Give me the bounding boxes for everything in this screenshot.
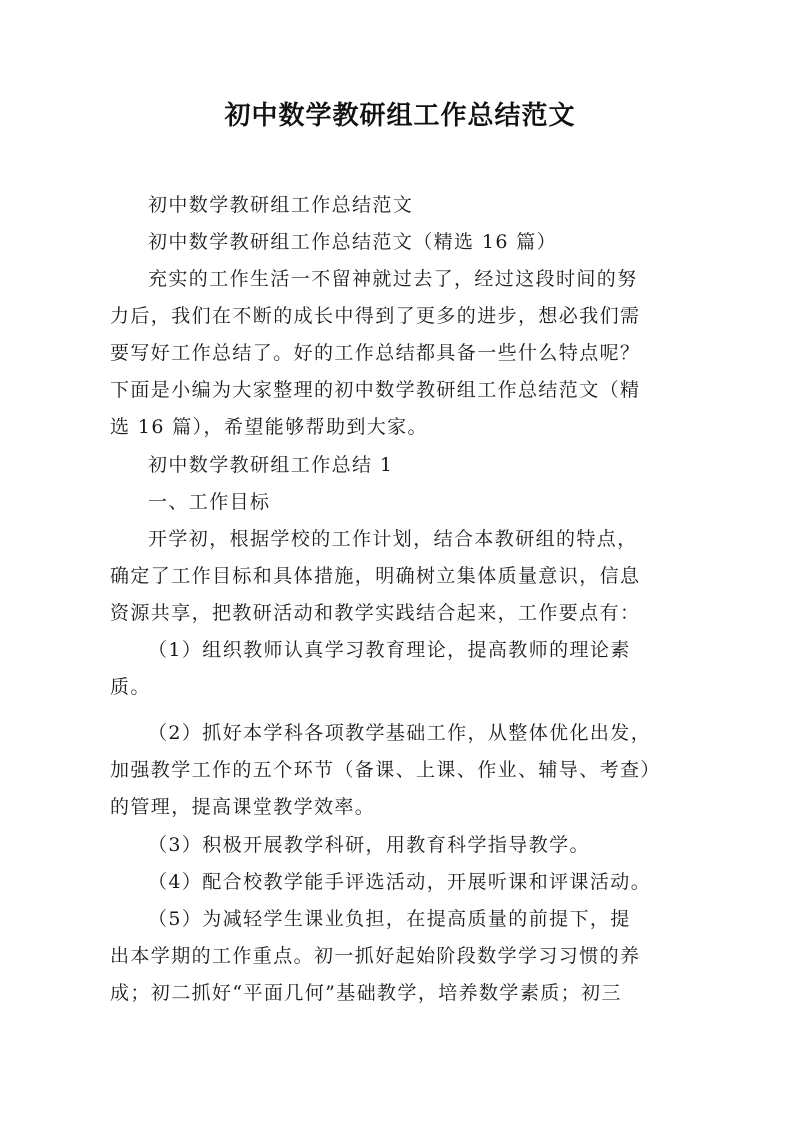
text-line: 要写好工作总结了。好的工作总结都具备一些什么特点呢？ <box>110 342 641 364</box>
list-item: （2）抓好本学科各项教学基础工作，从整体优化出发， <box>148 722 652 744</box>
list-item: （1）组织教师认真学习教育理论，提高教师的理论素 <box>148 639 631 661</box>
text-line: 出本学期的工作重点。初一抓好起始阶段数学学习习惯的养 <box>110 945 641 967</box>
list-item: （5）为减轻学生课业负担，在提高质量的前提下，提 <box>148 908 631 930</box>
list-item: （4）配合校教学能手评选活动，开展听课和评课活动。 <box>148 871 652 893</box>
text-line: 资源共享，把教研活动和教学实践结合起来，工作要点有： <box>110 602 641 624</box>
text-line: 成；初二抓好“平面几何”基础教学，培养数学素质；初三 <box>110 982 622 1004</box>
document-title: 初中数学教研组工作总结范文 <box>224 101 576 131</box>
text-line: 开学初，根据学校的工作计划，结合本教研组的特点， <box>148 528 638 550</box>
text-line: 初中数学教研组工作总结范文（精选 16 篇） <box>148 231 558 253</box>
section-heading: 一、工作目标 <box>148 491 271 513</box>
text-line: 初中数学教研组工作总结范文 <box>148 194 414 216</box>
text-line: 力后，我们在不断的成长中得到了更多的进步，想必我们需 <box>110 305 641 327</box>
text-line: 质。 <box>110 676 151 698</box>
text-line: 充实的工作生活一不留神就过去了，经过这段时间的努 <box>148 268 638 290</box>
text-line: 确定了工作目标和具体措施，明确树立集体质量意识，信息 <box>110 565 641 587</box>
text-line: 选 16 篇），希望能够帮助到大家。 <box>110 416 428 438</box>
section-heading: 初中数学教研组工作总结 1 <box>148 454 394 476</box>
text-line: 下面是小编为大家整理的初中数学教研组工作总结范文（精 <box>110 379 641 401</box>
list-item: （3）积极开展教学科研，用教育科学指导教学。 <box>148 834 590 856</box>
text-line: 加强教学工作的五个环节（备课、上课、作业、辅导、考查） <box>110 759 661 781</box>
text-line: 的管理，提高课堂教学效率。 <box>110 796 376 818</box>
